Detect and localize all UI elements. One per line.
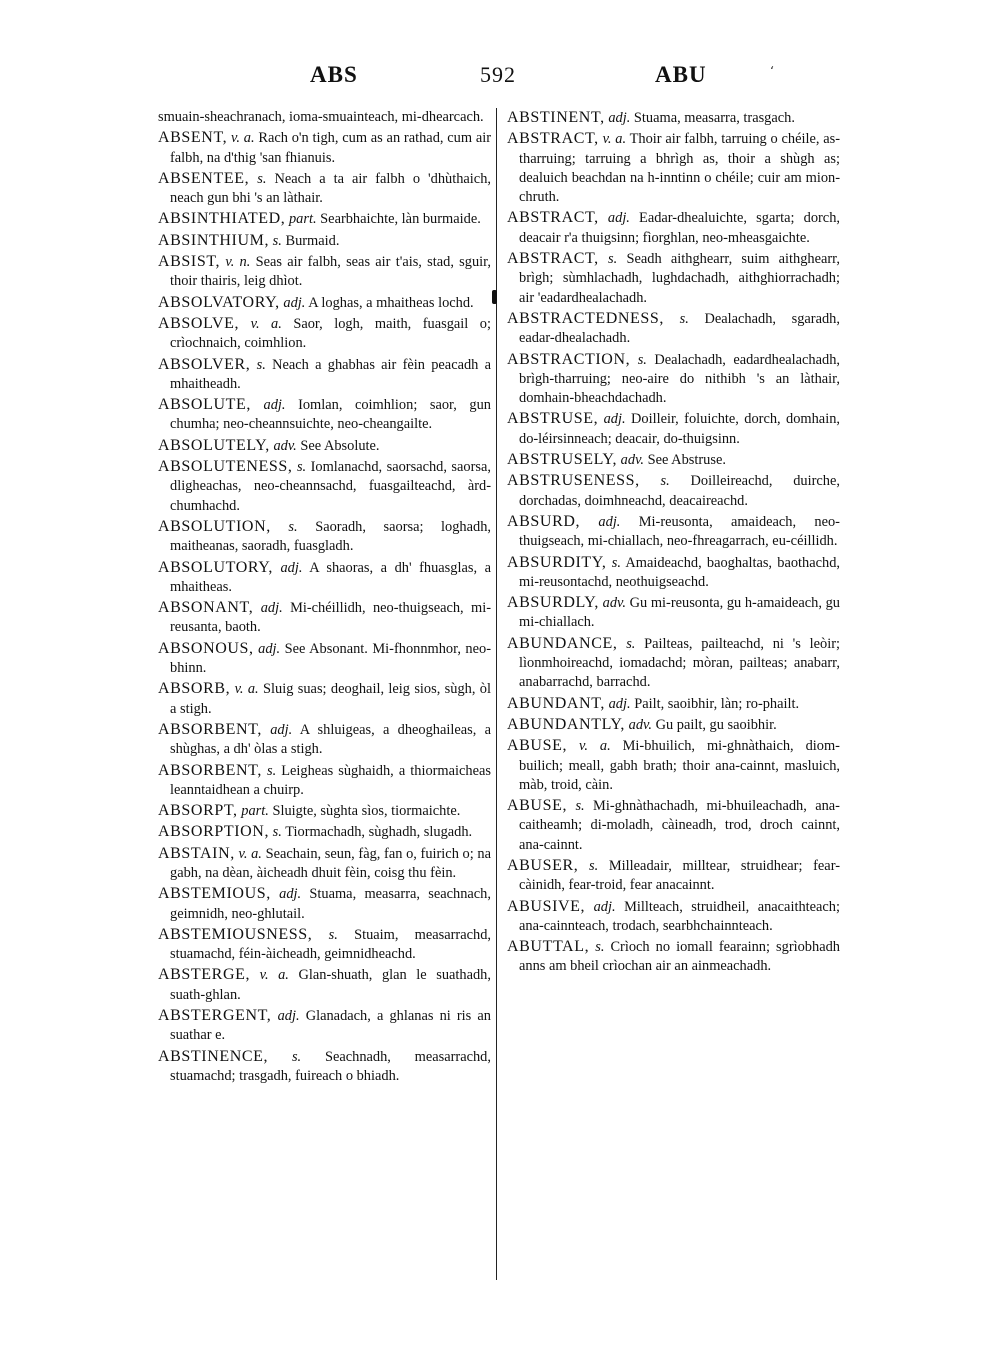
part-of-speech: v. a. — [234, 681, 259, 698]
headword: ABSTRUSELY, — [507, 451, 618, 469]
definition: Searbhaichte, làn burmaide. — [320, 211, 481, 228]
part-of-speech: s. — [575, 798, 585, 815]
definition: Saoradh, saorsa; loghadh, maitheanas, saoradh, fuasgladh. — [170, 518, 491, 555]
print-speck: ʻ — [770, 64, 774, 78]
headword: ABSTINENT, — [507, 109, 605, 126]
definition: smuain-sheachranach, ioma-smuainteach, mi-dhearcach. — [158, 109, 484, 125]
part-of-speech: s. — [272, 232, 282, 249]
headword: ABSTERGE, — [158, 966, 251, 984]
part-of-speech: adj. — [260, 600, 283, 617]
definition: Seadh aithghearr, suim aithghearr, brìgh; sùmhlachadh, lughdachadh, aithghiorrachadh; air 'eadardhealachadh. — [519, 251, 840, 306]
part-of-speech: s. — [296, 459, 307, 476]
headword: ABSENTEE, — [158, 169, 250, 187]
headword: ABSOLUTENESS, — [158, 458, 293, 476]
headword: ABSORB, — [158, 680, 231, 698]
dictionary-entry — [507, 796, 840, 855]
dictionary-entry — [158, 1006, 491, 1046]
definition: Gu mi-reusonta, gu h-amaideach, gu mi-chiallach. — [519, 595, 840, 631]
dictionary-entry — [158, 457, 491, 516]
headword: ABSOLUTELY, — [158, 436, 270, 454]
headword: ABSTRACT, — [507, 250, 599, 268]
definition: Seachnadh, measarrachd, stuamachd; trasgadh, fuireach o bhiadh. — [170, 1048, 491, 1084]
dictionary-entry — [158, 844, 491, 884]
definition: See Absonant. Mi-fhonnmhor, neo-bhinn. — [170, 640, 491, 677]
definition: Gu pailt, gu saoibhir. — [655, 716, 777, 733]
dictionary-entry — [507, 856, 840, 896]
definition: Eadar-dhealuichte, sgarta; dorch, deacair r'a thuigsinn; fìorghlan, neo-mheasgaichte. — [519, 210, 840, 246]
definition: Pailteas, pailteachd, ni 's leòir; lìonmhoireachd, iomadachd; mòran, pailteas; anabarr, anabarrachd, barrachd. — [519, 635, 840, 691]
part-of-speech: s. — [589, 857, 599, 874]
definition: Thoir air falbh, tarruing o chéile, as-tharruing; tarruing a bhrìgh as, thoir a shùgh as; dealuich beachdan na h-inntinn o chéile; cuir am mion-chruth. — [519, 131, 840, 206]
definition: Dealachadh, sgaradh, eadar-dhealachadh. — [519, 310, 840, 347]
dictionary-entry — [158, 436, 491, 456]
definition: Mi-chéillidh, neo-thuigseach, mi-reusanta, baoth. — [170, 600, 491, 636]
dictionary-entry — [158, 128, 491, 168]
dictionary-entry — [507, 715, 840, 735]
definition: Crìoch no iomall fearainn; sgrìobhadh anns am bheil crìochan air an ainmeachadh. — [519, 939, 840, 975]
definition: See Absolute. — [300, 437, 380, 454]
dictionary-entry — [158, 1047, 491, 1087]
part-of-speech: v. a. — [259, 967, 289, 984]
dictionary-entry — [507, 694, 840, 714]
headword: ABSTINENCE, — [158, 1047, 269, 1065]
headword: ABSTRUSENESS, — [507, 472, 640, 490]
dictionary-entry — [158, 801, 491, 821]
headword: ABSURDITY, — [507, 553, 607, 571]
dictionary-entry — [158, 884, 491, 924]
part-of-speech: adj. — [277, 1008, 300, 1025]
definition: A shaoras, a dh' fhuasglas, a mhaitheas. — [170, 559, 491, 595]
dictionary-entry — [158, 517, 491, 557]
part-of-speech: adv. — [273, 437, 297, 454]
headword: ABSTEMIOUSNESS, — [158, 925, 313, 943]
part-of-speech: s. — [257, 170, 267, 187]
part-of-speech: s. — [328, 926, 338, 943]
part-of-speech: v. a. — [231, 130, 255, 147]
dictionary-entry — [158, 395, 491, 435]
headword: ABSTERGENT, — [158, 1007, 272, 1025]
part-of-speech: s. — [256, 356, 266, 373]
column-divider — [496, 108, 497, 1280]
definition: Mi-ghnàthachadh, mi-bhuileachadh, ana-caitheamh; di-moladh, càineadh, trod, droch cainnt, ana-cainnt. — [519, 798, 840, 853]
headword: ABSOLUTE, — [158, 396, 251, 414]
headword: ABUNDANCE, — [507, 634, 618, 652]
dictionary-entry — [507, 350, 840, 409]
definition: Stuaim, measarrachd, stuamachd, féin-àicheadh, geimnidheachd. — [170, 926, 491, 963]
dictionary-entry — [507, 512, 840, 552]
dictionary-entry — [507, 208, 840, 248]
definition: Sluigte, sùghta sìos, tiormaichte. — [272, 803, 461, 820]
definition: Seas air falbh, seas air t'ais, stad, sguir, thoir thairis, leig dhìot. — [170, 254, 491, 290]
headword: ABSORPTION, — [158, 823, 270, 841]
dictionary-entry — [158, 598, 491, 638]
headword: ABSINTHIATED, — [158, 210, 286, 228]
dictionary-entry — [507, 450, 840, 470]
dictionary-entry — [507, 129, 840, 207]
definition: Neach a ta air falbh o 'dhùthaich, neach gun bhi 's an làthair. — [170, 170, 491, 207]
part-of-speech: adj. — [258, 640, 281, 657]
part-of-speech: v. a. — [602, 131, 627, 148]
headword: ABUNDANTLY, — [507, 715, 626, 733]
definition: Stuama, measarra, seachnach, geimnidh, neo-ghlutail. — [170, 886, 491, 922]
definition: See Abstruse. — [647, 452, 726, 469]
headword: ABSTRUSE, — [507, 410, 599, 428]
left-column — [158, 108, 491, 1087]
headword: ABSONOUS, — [158, 639, 254, 657]
headword: ABSORBENT, — [158, 720, 262, 738]
definition: Dealachadh, eadardhealachadh, brìgh-tharruing; neo-aire do nithibh 's an làthair, domhain-bheachdachadh. — [519, 351, 840, 407]
dictionary-entry — [158, 679, 491, 719]
headword: ABUNDANT, — [507, 694, 605, 712]
part-of-speech: adj. — [270, 721, 293, 738]
headword: ABSOLUTORY, — [158, 558, 273, 576]
part-of-speech: s. — [291, 1048, 302, 1065]
dictionary-entry — [158, 965, 491, 1005]
definition: Iomlanachd, saorsachd, saorsa, dligheachas, neo-cheannsachd, fuasgailteachd, àrd-chumhachd. — [170, 459, 491, 514]
dictionary-entry — [158, 355, 491, 395]
part-of-speech: adv. — [620, 452, 644, 469]
part-of-speech: adj. — [280, 559, 303, 576]
part-of-speech: adj. — [608, 110, 631, 126]
part-of-speech: adj. — [263, 397, 286, 414]
part-of-speech: v. n. — [225, 254, 251, 271]
page-number: 592 — [480, 62, 516, 87]
part-of-speech: adj. — [603, 411, 626, 428]
definition: Stuama, measarra, trasgach. — [633, 110, 795, 126]
part-of-speech: s. — [595, 939, 605, 956]
headword: ABSONANT, — [158, 599, 254, 617]
headword: ABSOLVATORY, — [158, 293, 280, 311]
part-of-speech: s. — [608, 251, 618, 268]
headword: ABSORBENT, — [158, 761, 262, 779]
headword: ABSIST, — [158, 253, 221, 271]
headword: ABSOLUTION, — [158, 517, 271, 535]
dictionary-entry — [158, 822, 491, 842]
definition: Sluig suas; deoghail, leig sios, sùgh, òl a stigh. — [170, 681, 491, 717]
definition: Pailt, saoibhir, làn; ro-phailt. — [634, 695, 800, 712]
part-of-speech: v. a. — [238, 845, 262, 862]
part-of-speech: s. — [637, 351, 647, 368]
dictionary-entry — [158, 639, 491, 679]
headword: ABSTRACTION, — [507, 350, 631, 368]
dictionary-entry — [507, 471, 840, 511]
definition: A shluigeas, a dheoghaileas, a shùghas, a dh' òlas a stigh. — [170, 721, 491, 758]
definition: Iomlan, coimhlion; saor, gun chumha; neo-cheannsuichte, neo-cheangailte. — [170, 397, 491, 433]
dictionary-entry — [158, 209, 491, 229]
definition: Rach o'n tigh, cum as an rathad, cum air falbh, na d'thig 'san fhianuis. — [170, 130, 492, 166]
headword: ABSURD, — [507, 512, 581, 530]
dictionary-entry — [507, 309, 840, 349]
part-of-speech: adj. — [598, 513, 621, 530]
definition: Amaideachd, baoghaltas, baothachd, mi-reusontachd, neothuigseachd. — [519, 554, 840, 590]
definition: Doilleireachd, duirche, dorchadas, doimhneachd, deacaireachd. — [519, 473, 840, 509]
part-of-speech: adj. — [279, 886, 302, 903]
dictionary-entry — [507, 593, 840, 633]
dictionary-entry — [507, 736, 840, 795]
headword: ABSENT, — [158, 129, 228, 147]
definition: Glan-shuath, glan le suathadh, suath-ghlan. — [170, 967, 491, 1003]
definition: Mi-reusonta, amaideach, neo-thuigseach, mi-chiallach, neo-fhreagarrach, eu-céillidh. — [519, 513, 840, 550]
headword: ABSTRACTEDNESS, — [507, 309, 665, 327]
part-of-speech: s. — [288, 518, 298, 535]
dictionary-entry — [507, 634, 840, 693]
dictionary-entry — [507, 937, 840, 977]
headword: ABSINTHIUM, — [158, 231, 270, 249]
dictionary-entry — [158, 108, 491, 127]
headword: ABSTRACT, — [507, 130, 599, 148]
headword: ABUSE, — [507, 737, 568, 755]
definition: Glanadach, a ghlanas ni ris an suathar e. — [170, 1008, 491, 1044]
dictionary-entry — [507, 108, 840, 128]
running-header — [150, 62, 850, 102]
definition: A loghas, a mhaitheas lochd. — [308, 294, 474, 311]
part-of-speech: s. — [272, 824, 282, 841]
part-of-speech: s. — [626, 635, 636, 652]
dictionary-entry — [158, 231, 491, 251]
headword: ABSOLVER, — [158, 355, 251, 373]
definition: Seachain, seun, fàg, fan o, fuirich o; na gabh, na dèan, àicheadh dhuit fèin, coisg thu fèin. — [170, 845, 491, 881]
part-of-speech: s. — [679, 310, 689, 327]
definition: Mi-bhuilich, mi-ghnàthaich, diom-builich; meall, gabh brath; thoir ana-cainnt, masluich, màb, troid, càin. — [519, 738, 840, 793]
definition: Tiormachadh, sùghadh, slugadh. — [285, 824, 473, 841]
dictionary-entry — [158, 252, 491, 292]
headword: ABUTTAL, — [507, 938, 590, 956]
definition: Burmaid. — [285, 232, 340, 249]
part-of-speech: v. a. — [250, 315, 282, 332]
headword: ABSTAIN, — [158, 844, 235, 862]
definition: Saor, logh, maith, fuasgail o; crìochnaich, coimhlion. — [170, 315, 491, 352]
dictionary-entry — [507, 249, 840, 308]
part-of-speech: adv. — [602, 595, 626, 612]
headword: ABUSER, — [507, 856, 579, 874]
headword: ABSORPT, — [158, 802, 238, 820]
right-column — [507, 108, 840, 978]
dictionary-entry — [158, 558, 491, 598]
headword: ABSTRACT, — [507, 209, 599, 227]
header-right-guide: ABU — [655, 62, 707, 87]
part-of-speech: part. — [288, 211, 317, 228]
definition: Milleadair, milltear, struidhear; fear-càinidh, fear-troid, fear anacainnt. — [519, 857, 840, 894]
dictionary-entry — [507, 553, 840, 593]
definition: Neach a ghabhas air fèin peacadh a mhaitheadh. — [170, 356, 492, 392]
part-of-speech: adj. — [607, 210, 630, 227]
dictionary-entry — [158, 314, 491, 354]
headword: ABSURDLY, — [507, 594, 599, 612]
part-of-speech: s. — [266, 762, 277, 779]
headword: ABSTEMIOUS, — [158, 885, 271, 903]
part-of-speech: adj. — [283, 294, 306, 311]
dictionary-entry — [507, 897, 840, 937]
dictionary-entry — [158, 761, 491, 801]
part-of-speech: s. — [611, 554, 621, 571]
ink-mark — [492, 290, 497, 304]
definition: Doilleir, foluichte, dorch, domhain, do-léirsinneach; deacair, do-thuigsinn. — [519, 411, 840, 447]
part-of-speech: adj. — [593, 898, 616, 915]
dictionary-entry — [158, 293, 491, 313]
header-left-guide: ABS — [310, 62, 358, 87]
headword: ABUSE, — [507, 797, 568, 815]
dictionary-entry — [158, 720, 491, 760]
definition: Leigheas sùghaidh, a thiormaicheas leanntaidhean a chuirp. — [170, 762, 491, 798]
headword: ABSOLVE, — [158, 314, 240, 332]
part-of-speech: adj. — [608, 695, 631, 712]
dictionary-entry — [158, 169, 491, 209]
definition: Millteach, struidheil, anacaithteach; ana-cainnteach, trodach, searbhchainnteach. — [519, 898, 840, 934]
part-of-speech: part. — [241, 803, 269, 820]
part-of-speech: v. a. — [579, 738, 611, 755]
dictionary-entry — [158, 925, 491, 965]
headword: ABUSIVE, — [507, 897, 586, 915]
part-of-speech: adv. — [628, 716, 652, 733]
part-of-speech: s. — [660, 473, 670, 490]
dictionary-entry — [507, 409, 840, 449]
